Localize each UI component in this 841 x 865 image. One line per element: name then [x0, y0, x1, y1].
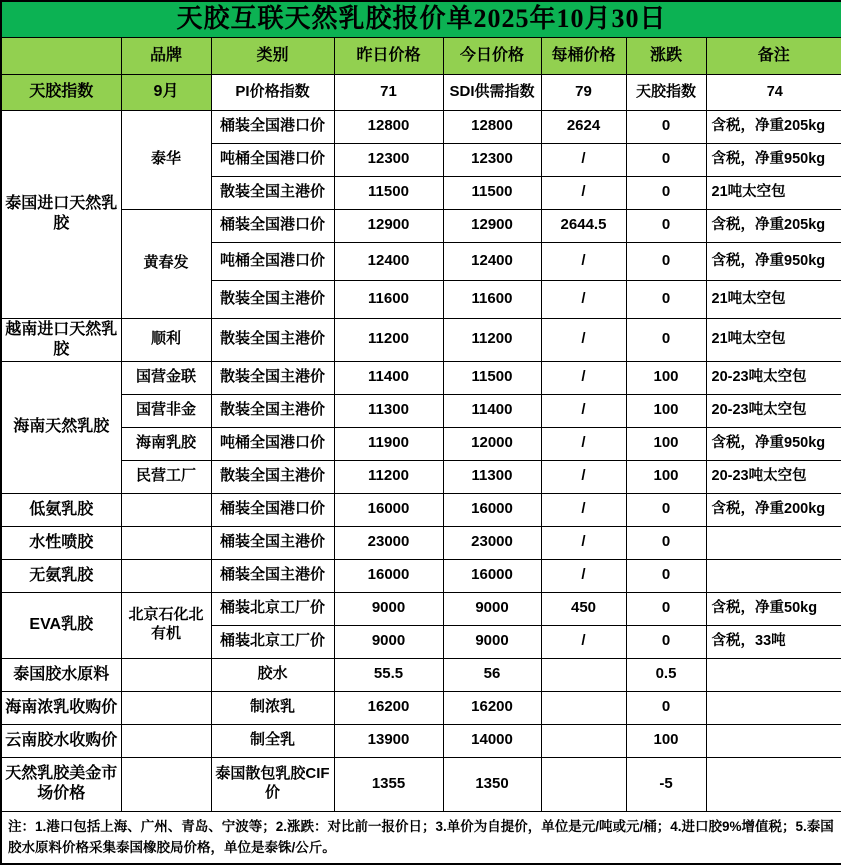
change-cell: 0 [626, 625, 706, 658]
today-price-cell: 14000 [443, 724, 541, 757]
per-barrel-price-cell [541, 658, 626, 691]
remark-cell: 21吨太空包 [706, 176, 841, 209]
yesterday-price-cell: 16000 [334, 493, 443, 526]
today-price-cell: 11600 [443, 280, 541, 318]
table-row [1, 460, 841, 493]
notes-row [1, 811, 841, 864]
yesterday-price-cell: 12400 [334, 242, 443, 280]
remark-cell [706, 724, 841, 757]
brand-cell: 泰华 [121, 110, 211, 209]
today-price-cell: 16000 [443, 559, 541, 592]
today-price-cell: 12800 [443, 110, 541, 143]
change-cell: 100 [626, 361, 706, 394]
brand-cell: 国营非金 [121, 394, 211, 427]
table-row [1, 724, 841, 757]
remark-cell: 20-23吨太空包 [706, 460, 841, 493]
table-row [1, 209, 841, 242]
table-row [1, 493, 841, 526]
category-cell: 水性喷胶 [1, 526, 121, 559]
remark-cell: 含税，净重50kg [706, 592, 841, 625]
type-cell: 桶装全国主港价 [211, 526, 334, 559]
remark-cell: 21吨太空包 [706, 280, 841, 318]
change-cell: 0 [626, 592, 706, 625]
brand-cell [121, 658, 211, 691]
yesterday-price-cell: 71 [334, 74, 443, 110]
brand-cell [121, 757, 211, 811]
footnote-text: 注：1.港口包括上海、广州、青岛、宁波等；2.涨跌：对比前一报价日；3.单价为自提价，单位是元/吨或元/桶；4.进口胶9%增值税；5.泰国胶水原料价格采集泰国橡胶局价格，单位是泰铢/公斤。 [1, 811, 841, 864]
today-price-cell: 11400 [443, 394, 541, 427]
category-cell: 天然乳胶美金市场价格 [1, 757, 121, 811]
brand-cell [121, 691, 211, 724]
category-cell: EVA乳胶 [1, 592, 121, 658]
table-body [1, 74, 841, 811]
per-barrel-price-cell: / [541, 361, 626, 394]
column-header-row [1, 37, 841, 74]
category-cell: 云南胶水收购价 [1, 724, 121, 757]
change-cell: 0.5 [626, 658, 706, 691]
brand-cell: 9月 [121, 74, 211, 110]
change-cell: 0 [626, 691, 706, 724]
type-cell: PI价格指数 [211, 74, 334, 110]
col-header-brand: 品牌 [121, 37, 211, 74]
per-barrel-price-cell: / [541, 280, 626, 318]
yesterday-price-cell: 13900 [334, 724, 443, 757]
yesterday-price-cell: 11200 [334, 460, 443, 493]
change-cell: 100 [626, 394, 706, 427]
brand-cell [121, 724, 211, 757]
per-barrel-price-cell: 2624 [541, 110, 626, 143]
today-price-cell: 11500 [443, 176, 541, 209]
col-header-per-barrel-price: 每桶价格 [541, 37, 626, 74]
table-row [1, 526, 841, 559]
table-row [1, 318, 841, 361]
brand-cell: 北京石化北有机 [121, 592, 211, 658]
category-cell: 海南浓乳收购价 [1, 691, 121, 724]
type-cell: 桶装北京工厂价 [211, 625, 334, 658]
today-price-cell: 9000 [443, 592, 541, 625]
yesterday-price-cell: 9000 [334, 625, 443, 658]
today-price-cell: 56 [443, 658, 541, 691]
today-price-cell: 12400 [443, 242, 541, 280]
change-cell: 100 [626, 460, 706, 493]
change-cell: 0 [626, 526, 706, 559]
col-header-category [1, 37, 121, 74]
per-barrel-price-cell: / [541, 143, 626, 176]
col-header-remark: 备注 [706, 37, 841, 74]
today-price-cell: SDI供需指数 [443, 74, 541, 110]
per-barrel-price-cell: / [541, 526, 626, 559]
col-header-change: 涨跌 [626, 37, 706, 74]
category-cell: 天胶指数 [1, 74, 121, 110]
remark-cell [706, 757, 841, 811]
change-cell: 0 [626, 176, 706, 209]
type-cell: 桶装全国主港价 [211, 559, 334, 592]
yesterday-price-cell: 12900 [334, 209, 443, 242]
table-row [1, 592, 841, 625]
type-cell: 散装全国主港价 [211, 318, 334, 361]
yesterday-price-cell: 12300 [334, 143, 443, 176]
change-cell: 100 [626, 724, 706, 757]
today-price-cell: 23000 [443, 526, 541, 559]
per-barrel-price-cell: 450 [541, 592, 626, 625]
type-cell: 散装全国主港价 [211, 361, 334, 394]
type-cell: 桶装北京工厂价 [211, 592, 334, 625]
yesterday-price-cell: 11300 [334, 394, 443, 427]
remark-cell: 含税，净重200kg [706, 493, 841, 526]
change-cell: 0 [626, 280, 706, 318]
type-cell: 制浓乳 [211, 691, 334, 724]
table-row [1, 757, 841, 811]
per-barrel-price-cell: 2644.5 [541, 209, 626, 242]
type-cell: 桶装全国港口价 [211, 209, 334, 242]
category-cell: 泰国胶水原料 [1, 658, 121, 691]
remark-cell [706, 658, 841, 691]
per-barrel-price-cell: 79 [541, 74, 626, 110]
per-barrel-price-cell [541, 724, 626, 757]
col-header-yesterday-price: 昨日价格 [334, 37, 443, 74]
table-row [1, 559, 841, 592]
yesterday-price-cell: 16200 [334, 691, 443, 724]
change-cell: 0 [626, 493, 706, 526]
remark-cell: 含税，净重205kg [706, 110, 841, 143]
category-cell: 越南进口天然乳胶 [1, 318, 121, 361]
remark-cell [706, 526, 841, 559]
yesterday-price-cell: 11200 [334, 318, 443, 361]
change-cell: 0 [626, 209, 706, 242]
per-barrel-price-cell: / [541, 242, 626, 280]
per-barrel-price-cell: / [541, 625, 626, 658]
yesterday-price-cell: 11400 [334, 361, 443, 394]
type-cell: 散装全国主港价 [211, 394, 334, 427]
per-barrel-price-cell: / [541, 559, 626, 592]
type-cell: 桶装全国港口价 [211, 110, 334, 143]
brand-cell [121, 493, 211, 526]
remark-cell: 含税，净重950kg [706, 242, 841, 280]
yesterday-price-cell: 1355 [334, 757, 443, 811]
remark-cell: 含税，净重950kg [706, 143, 841, 176]
remark-cell: 21吨太空包 [706, 318, 841, 361]
type-cell: 胶水 [211, 658, 334, 691]
table-row [1, 110, 841, 143]
yesterday-price-cell: 55.5 [334, 658, 443, 691]
change-cell: -5 [626, 757, 706, 811]
table-row [1, 658, 841, 691]
type-cell: 泰国散包乳胶CIF价 [211, 757, 334, 811]
table-row [1, 361, 841, 394]
type-cell: 吨桶全国港口价 [211, 143, 334, 176]
yesterday-price-cell: 12800 [334, 110, 443, 143]
remark-cell: 74 [706, 74, 841, 110]
col-header-today-price: 今日价格 [443, 37, 541, 74]
category-cell: 泰国进口天然乳胶 [1, 110, 121, 318]
type-cell: 吨桶全国港口价 [211, 242, 334, 280]
type-cell: 制全乳 [211, 724, 334, 757]
remark-cell: 含税，净重950kg [706, 427, 841, 460]
today-price-cell: 9000 [443, 625, 541, 658]
today-price-cell: 16200 [443, 691, 541, 724]
per-barrel-price-cell: / [541, 176, 626, 209]
brand-cell [121, 526, 211, 559]
yesterday-price-cell: 16000 [334, 559, 443, 592]
today-price-cell: 1350 [443, 757, 541, 811]
today-price-cell: 16000 [443, 493, 541, 526]
remark-cell: 20-23吨太空包 [706, 394, 841, 427]
today-price-cell: 12900 [443, 209, 541, 242]
change-cell: 0 [626, 242, 706, 280]
type-cell: 散装全国主港价 [211, 280, 334, 318]
remark-cell: 含税，净重205kg [706, 209, 841, 242]
change-cell: 0 [626, 110, 706, 143]
yesterday-price-cell: 11600 [334, 280, 443, 318]
table-row [1, 691, 841, 724]
title-row [1, 1, 841, 37]
brand-cell: 顺利 [121, 318, 211, 361]
today-price-cell: 11500 [443, 361, 541, 394]
per-barrel-price-cell [541, 757, 626, 811]
yesterday-price-cell: 11500 [334, 176, 443, 209]
per-barrel-price-cell: / [541, 427, 626, 460]
per-barrel-price-cell [541, 691, 626, 724]
change-cell: 0 [626, 143, 706, 176]
category-cell: 海南天然乳胶 [1, 361, 121, 493]
per-barrel-price-cell: / [541, 493, 626, 526]
type-cell: 散装全国主港价 [211, 176, 334, 209]
today-price-cell: 12000 [443, 427, 541, 460]
brand-cell [121, 559, 211, 592]
col-header-type: 类别 [211, 37, 334, 74]
yesterday-price-cell: 9000 [334, 592, 443, 625]
category-cell: 低氨乳胶 [1, 493, 121, 526]
per-barrel-price-cell: / [541, 394, 626, 427]
today-price-cell: 11300 [443, 460, 541, 493]
category-cell: 无氨乳胶 [1, 559, 121, 592]
type-cell: 桶装全国港口价 [211, 493, 334, 526]
type-cell: 散装全国主港价 [211, 460, 334, 493]
change-cell: 0 [626, 318, 706, 361]
brand-cell: 民营工厂 [121, 460, 211, 493]
type-cell: 吨桶全国港口价 [211, 427, 334, 460]
per-barrel-price-cell: / [541, 318, 626, 361]
yesterday-price-cell: 23000 [334, 526, 443, 559]
brand-cell: 海南乳胶 [121, 427, 211, 460]
today-price-cell: 12300 [443, 143, 541, 176]
change-cell: 0 [626, 559, 706, 592]
table-row [1, 74, 841, 110]
remark-cell [706, 559, 841, 592]
remark-cell: 20-23吨太空包 [706, 361, 841, 394]
change-cell: 100 [626, 427, 706, 460]
remark-cell [706, 691, 841, 724]
change-cell: 天胶指数 [626, 74, 706, 110]
per-barrel-price-cell: / [541, 460, 626, 493]
remark-cell: 含税，33吨 [706, 625, 841, 658]
table-row [1, 427, 841, 460]
page-title: 天胶互联天然乳胶报价单2025年10月30日 [1, 1, 841, 37]
yesterday-price-cell: 11900 [334, 427, 443, 460]
today-price-cell: 11200 [443, 318, 541, 361]
brand-cell: 国营金联 [121, 361, 211, 394]
brand-cell: 黄春发 [121, 209, 211, 318]
table-row [1, 394, 841, 427]
